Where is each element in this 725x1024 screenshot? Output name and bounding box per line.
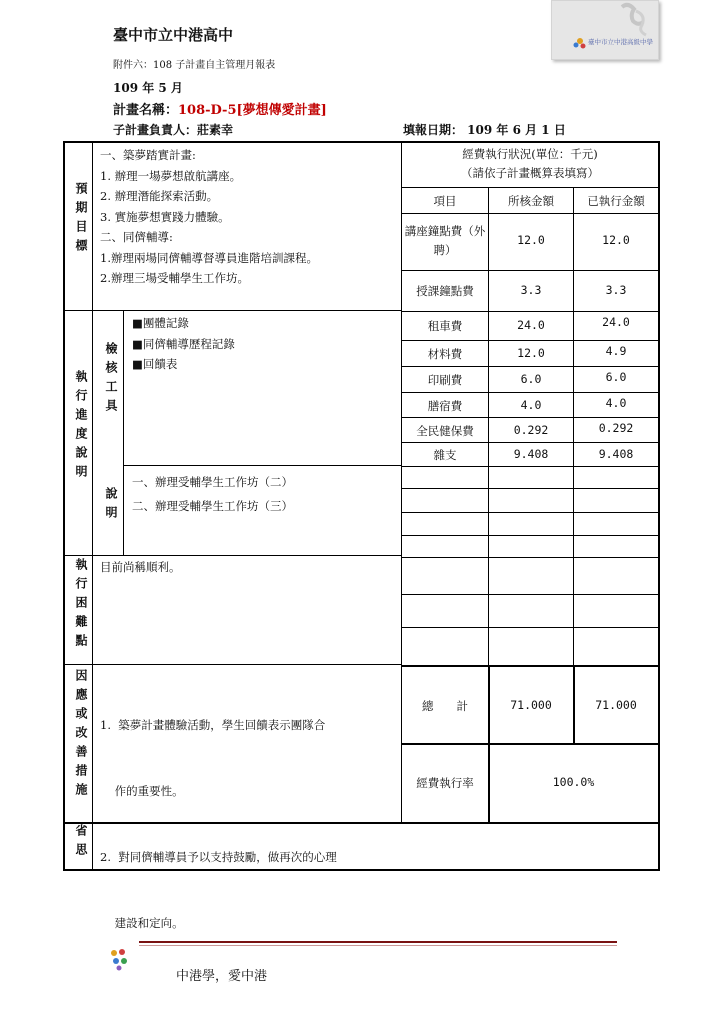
list-item: 一、辦理受輔學生工作坊（二） [132,475,293,489]
budget-executed-6: 0.292 [598,421,634,435]
desc-label: 說明 [104,487,118,525]
budget-header-approved: 所核金額 [508,194,554,208]
goals-list [100,145,318,289]
plan-title [113,99,327,118]
list-item: 2. 對同儕輔導員予以支持鼓勵，做再次的心理 [100,850,337,864]
budget-subtitle: （請依子計畫概算表填寫） [461,166,599,180]
budget-item-4: 印刷費 [427,373,463,387]
fill-date: 填報日期： 109 年 6 月 1 日 [403,123,566,137]
progress-label: 執行進度說明 [74,370,88,484]
attachment-label: 附件六：108 子計畫自主管理月報表 [113,60,276,71]
budget-rate-value: 100.0% [552,775,595,789]
budget-executed-0: 12.0 [602,233,630,247]
budget-executed-4: 6.0 [605,370,627,384]
measures-label: 因應或改善措施 [74,669,88,802]
list-item: 2.辦理三場受輔學生工作坊。 [100,271,249,285]
budget-item-1: 授課鐘點費 [416,284,474,298]
budget-rate-label: 經費執行率 [416,776,474,790]
budget-total-executed: 71.000 [595,698,637,712]
budget-item-6: 全民健保費 [416,424,474,438]
list-item: ■同儕輔導歷程記錄 [132,336,235,351]
list-item: 一、築夢踏實計畫: [100,148,196,162]
budget-approved-6: 0.292 [513,423,549,437]
budget-executed-2: 24.0 [602,315,630,329]
list-item: 1.辦理兩場同儕輔導督導員進階培訓課程。 [100,250,318,265]
list-item: ■團體記錄 [132,316,189,330]
budget-item-2: 租車費 [427,319,463,333]
list-item: 3. 實施夢想實踐力體驗。 [100,209,230,224]
footer-divider-thin [139,945,617,946]
plan-name: 108-D-5[夢想傳愛計畫] [178,103,327,118]
list-item: 作的重要性。 [100,784,184,798]
list-item: 建設和定向。 [100,916,184,930]
school-logo [551,0,659,60]
budget-approved-1: 3.3 [520,283,542,297]
budget-item-7: 雜支 [433,448,457,462]
budget-executed-3: 4.9 [605,344,627,358]
budget-header-item: 項目 [433,194,457,208]
budget-approved-2: 24.0 [517,318,545,332]
list-item: 二、同儕輔導: [100,230,173,244]
footer-divider [139,941,617,943]
budget-header-executed: 已執行金額 [587,194,645,208]
list-item: 二、辦理受輔學生工作坊（三） [132,499,293,513]
list-item: 1. 辦理一場夢想啟航講座。 [100,168,242,183]
school-name: 臺中市立中港高中 [113,26,234,44]
budget-executed-1: 3.3 [605,283,627,297]
tools-list [132,313,235,375]
budget-total-approved: 71.000 [510,698,552,712]
budget-title: 經費執行狀況(單位：千元) [462,147,598,161]
plan-owner: 子計畫負責人：莊素幸 [113,123,234,137]
footer-slogan: 中港學，愛中港 [176,969,268,984]
budget-executed-5: 4.0 [605,396,627,410]
difficulties-text: 目前尚稱順利。 [100,560,181,574]
budget-approved-0: 12.0 [517,233,545,247]
list-item: 1. 築夢計畫體驗活動，學生回饋表示團隊合 [100,718,326,732]
budget-approved-4: 6.0 [520,372,542,386]
difficulties-label: 執行困難點 [74,558,88,653]
report-period: 109 年 5 月 [113,81,183,95]
list-item: 2. 辦理潛能探索活動。 [100,189,219,203]
budget-approved-3: 12.0 [517,346,545,360]
goals-label: 預期目標 [74,182,88,258]
budget-approved-5: 4.0 [520,398,542,412]
budget-item-3: 材料費 [427,347,463,361]
list-item: ■回饋表 [132,357,178,371]
budget-total-label: 總 計 [422,699,468,713]
budget-approved-7: 9.408 [513,447,549,461]
budget-item-0: 講座鐘點費（外聘） [404,224,486,257]
footer-logo-icon [106,946,132,976]
budget-item-5: 膳宿費 [427,399,463,413]
measures-list [100,670,337,956]
plan-label: 計畫名稱： [113,103,179,118]
budget-executed-7: 9.408 [598,447,634,461]
desc-list [132,470,293,518]
reflection-label: 省思 [74,824,88,862]
school-logo-icon [552,1,658,59]
logo-caption: 臺中市立中港高級中學 [588,38,653,46]
tools-label: 檢核工具 [104,342,118,418]
